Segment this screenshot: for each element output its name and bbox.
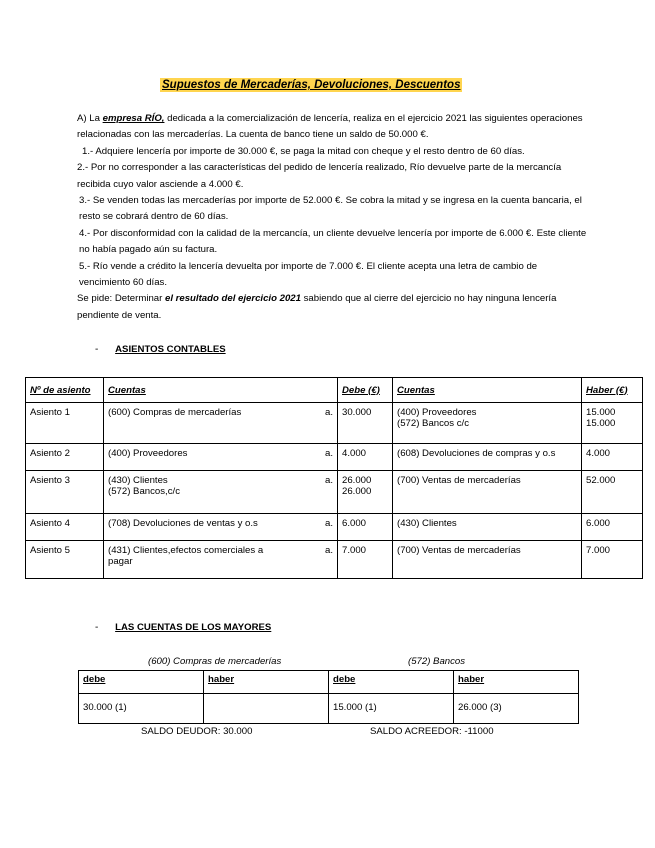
credit-account: (608) Devoluciones de compras y o.s: [393, 444, 582, 471]
credit-amount: 7.000: [582, 541, 643, 579]
credit-account: (700) Ventas de mercaderías: [393, 471, 582, 514]
debit-account: (708) Devoluciones de ventas y o.s: [108, 518, 258, 529]
intro-paragraph: A) La empresa RÍO, dedicada a la comercialización de lencería, realiza en el ejercicio 2021 las siguientes operaciones relacionadas con las mercaderías. La cuenta de banco tiene un saldo de 50.000 €.: [77, 113, 583, 141]
page-title: Supuestos de Mercaderías, Devoluciones, Descuentos: [162, 79, 461, 91]
operation-1: 1.- Adquiere lencería por importe de 30.000 €, se paga la mitad con cheque y el resto dentro de 60 días.: [82, 145, 525, 157]
table-row: Asiento 3 (430) Clientes a. (572) Bancos,c/c 26.000 26.000 (700) Ventas de mercaderías 52.000: [26, 471, 643, 514]
debit-amount: 6.000: [338, 514, 393, 541]
section-mayores-heading: - LAS CUENTAS DE LOS MAYORES: [95, 622, 272, 633]
debit-account: (600) Compras de mercaderías: [108, 407, 242, 418]
asiento-number: Asiento 4: [26, 514, 104, 541]
credit-amount: 6.000: [582, 514, 643, 541]
col-header: Haber (€): [582, 378, 643, 403]
statement: [77, 111, 587, 324]
saldo-bancos: SALDO ACREEDOR: -11000: [370, 726, 494, 737]
ledger-title-compras: (600) Compras de mercaderías: [148, 656, 282, 667]
col-header: Nº de asiento: [26, 378, 104, 403]
company-name: empresa RÍO,: [102, 113, 165, 124]
debit-amount: 26.000: [342, 475, 372, 486]
ledger-debe-value: 30.000 (1): [79, 694, 204, 724]
table-row: Asiento 5 (431) Clientes,efectos comerciales a pagar a. 7.000 (700) Ventas de mercaderías 7.000: [26, 541, 643, 579]
ledger-haber-header: haber: [204, 671, 329, 694]
col-header: Debe (€): [338, 378, 393, 403]
credit-account: (400) Proveedores: [397, 407, 477, 418]
operation-5: 5.- Río vende a crédito la lencería devuelta por importe de 7.000 €. El cliente acepta una letra de cambio de vencimiento 60 días.: [79, 260, 538, 289]
operation-2: 2.- Por no corresponder a las características del pedido de lencería realizado, Río devuelve parte de la mercancía recibida cuyo valor asciende a 4.000 €.: [77, 162, 562, 190]
table-header-row: [26, 378, 643, 403]
table-row: Asiento 2 (400) Proveedores a. 4.000 (608) Devoluciones de compras y o.s 4.000: [26, 444, 643, 471]
credit-amount: 4.000: [582, 444, 643, 471]
table-row: Asiento 1 (600) Compras de mercaderías a. 30.000 (400) Proveedores (572) Bancos c/c 15.000 15.000: [26, 403, 643, 444]
debit-account: (430) Clientes: [108, 475, 168, 486]
ledger-debe-header: debe: [329, 671, 454, 694]
ledger-haber-header: haber: [454, 671, 579, 694]
credit-amount: 15.000: [586, 418, 616, 429]
asiento-number: Asiento 1: [26, 403, 104, 444]
debit-amount: 7.000: [338, 541, 393, 579]
saldo-compras: SALDO DEUDOR: 30.000: [141, 726, 253, 737]
credit-account: (700) Ventas de mercaderías: [393, 541, 582, 579]
ledger-debe-value: 15.000 (1): [329, 694, 454, 724]
debit-account: (400) Proveedores: [108, 448, 188, 459]
ledger-title-bancos: (572) Bancos: [408, 656, 466, 667]
operation-4: 4.- Por disconformidad con la calidad de la mercancía, un cliente devuelve lencería por importe de 6.000 €. Este cliente no había pagado aún su factura.: [79, 227, 587, 256]
mayores-table: [78, 670, 579, 724]
operation-3: 3.- Se venden todas las mercaderías por importe de 52.000 €. Se cobra la mitad y se ingresa en la cuenta bancaria, el resto se cobrará dentro de 60 días.: [79, 195, 582, 223]
debit-amount: 4.000: [338, 444, 393, 471]
debit-account: (431) Clientes,efectos comerciales a pagar: [108, 545, 264, 567]
request-paragraph: Se pide: Determinar el resultado del ejercicio 2021 sabiendo que al cierre del ejercicio no hay ninguna lencería pendiente de venta.: [77, 293, 557, 321]
ledger-debe-header: debe: [79, 671, 204, 694]
debit-account: (572) Bancos,c/c: [108, 486, 180, 497]
col-header: Cuentas: [393, 378, 582, 403]
credit-amount: 52.000: [582, 471, 643, 514]
ledger-haber-value: 26.000 (3): [454, 694, 579, 724]
table-row: Asiento 4 (708) Devoluciones de ventas y o.s a. 6.000 (430) Clientes 6.000: [26, 514, 643, 541]
col-header: Cuentas: [104, 378, 338, 403]
ledger-haber-value: [204, 694, 329, 724]
ledger-row: [79, 694, 579, 724]
ledger-header-row: [79, 671, 579, 694]
asiento-number: Asiento 2: [26, 444, 104, 471]
section-asientos-heading: - ASIENTOS CONTABLES: [95, 344, 226, 355]
request-emphasis: el resultado del ejercicio 2021: [164, 293, 301, 305]
credit-amount: 15.000: [586, 407, 616, 418]
asiento-number: Asiento 3: [26, 471, 104, 514]
credit-account: (572) Bancos c/c: [397, 418, 469, 429]
debit-amount: 30.000: [342, 407, 372, 418]
credit-account: (430) Clientes: [393, 514, 582, 541]
debit-amount: 26.000: [342, 486, 372, 497]
asientos-table: [25, 377, 643, 579]
asiento-number: Asiento 5: [26, 541, 104, 579]
